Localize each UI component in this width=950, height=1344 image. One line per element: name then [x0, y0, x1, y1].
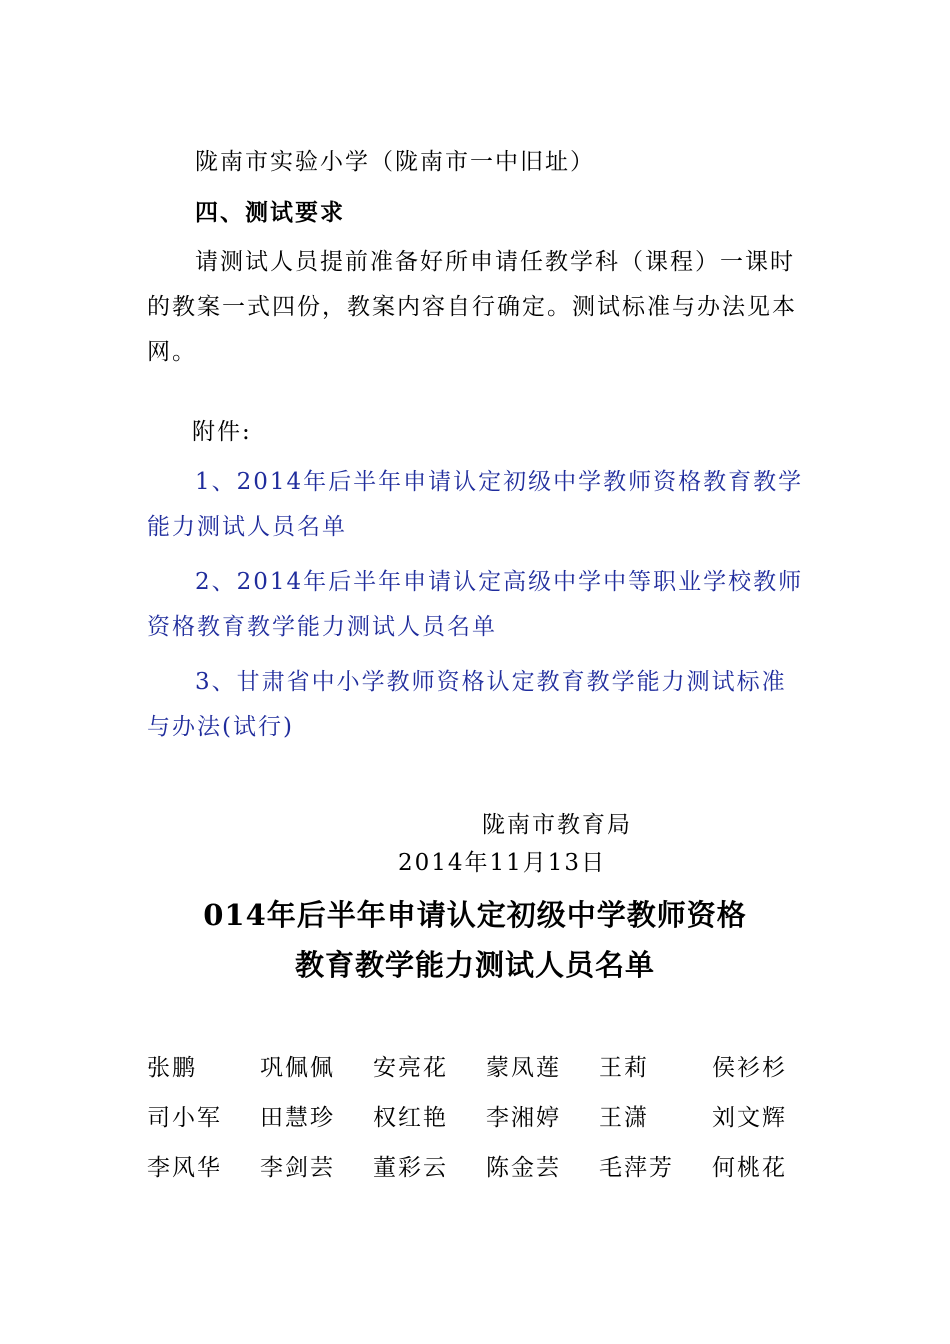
attachment-link-1[interactable]: 1、2014年后半年申请认定初级中学教师资格教育教学能力测试人员名单 — [147, 469, 804, 540]
signature-date: 2014年11月13日 — [398, 850, 607, 876]
attachment-link-3[interactable]: 3、甘肃省中小学教师资格认定教育教学能力测试标准与办法(试行) — [147, 669, 787, 740]
person-name: 陈金芸 — [486, 1154, 561, 1181]
person-name: 董彩云 — [373, 1154, 448, 1181]
person-name: 刘文辉 — [712, 1104, 787, 1131]
person-name: 司小军 — [147, 1104, 222, 1131]
person-name: 安亮花 — [373, 1054, 448, 1081]
person-name: 何桃花 — [712, 1154, 787, 1181]
names-row — [147, 1090, 825, 1140]
list-title-line-1: 014年后半年申请认定初级中学教师资格 — [203, 898, 747, 932]
person-name: 田慧珍 — [260, 1104, 335, 1131]
names-row — [147, 1040, 825, 1090]
attachments-label: 附件: — [192, 419, 252, 445]
person-name: 张鹏 — [147, 1054, 197, 1081]
person-name: 王潇 — [599, 1104, 649, 1131]
names-row — [147, 1140, 825, 1190]
list-title-line-2: 教育教学能力测试人员名单 — [294, 948, 655, 982]
person-name: 李湘婷 — [486, 1104, 561, 1131]
person-name: 巩佩佩 — [260, 1054, 335, 1081]
person-name: 王莉 — [599, 1054, 649, 1081]
venue-line: 陇南市实验小学（陇南市一中旧址） — [195, 149, 595, 175]
section-heading: 四、测试要求 — [195, 199, 345, 226]
person-name: 毛萍芳 — [599, 1154, 674, 1181]
person-name: 权红艳 — [373, 1104, 448, 1131]
signature-org: 陇南市教育局 — [482, 812, 632, 838]
person-name: 李剑芸 — [260, 1154, 335, 1181]
requirement-paragraph: 请测试人员提前准备好所申请任教学科（课程）一课时的教案一式四份，教案内容自行确定。测试标准与办法见本网。 — [147, 249, 797, 365]
person-name: 侯衫杉 — [712, 1054, 787, 1081]
person-name: 蒙凤莲 — [486, 1054, 561, 1081]
names-table — [147, 1040, 825, 1190]
attachment-link-2[interactable]: 2、2014年后半年申请认定高级中学中等职业学校教师资格教育教学能力测试人员名单 — [147, 569, 804, 640]
person-name: 李风华 — [147, 1154, 222, 1181]
